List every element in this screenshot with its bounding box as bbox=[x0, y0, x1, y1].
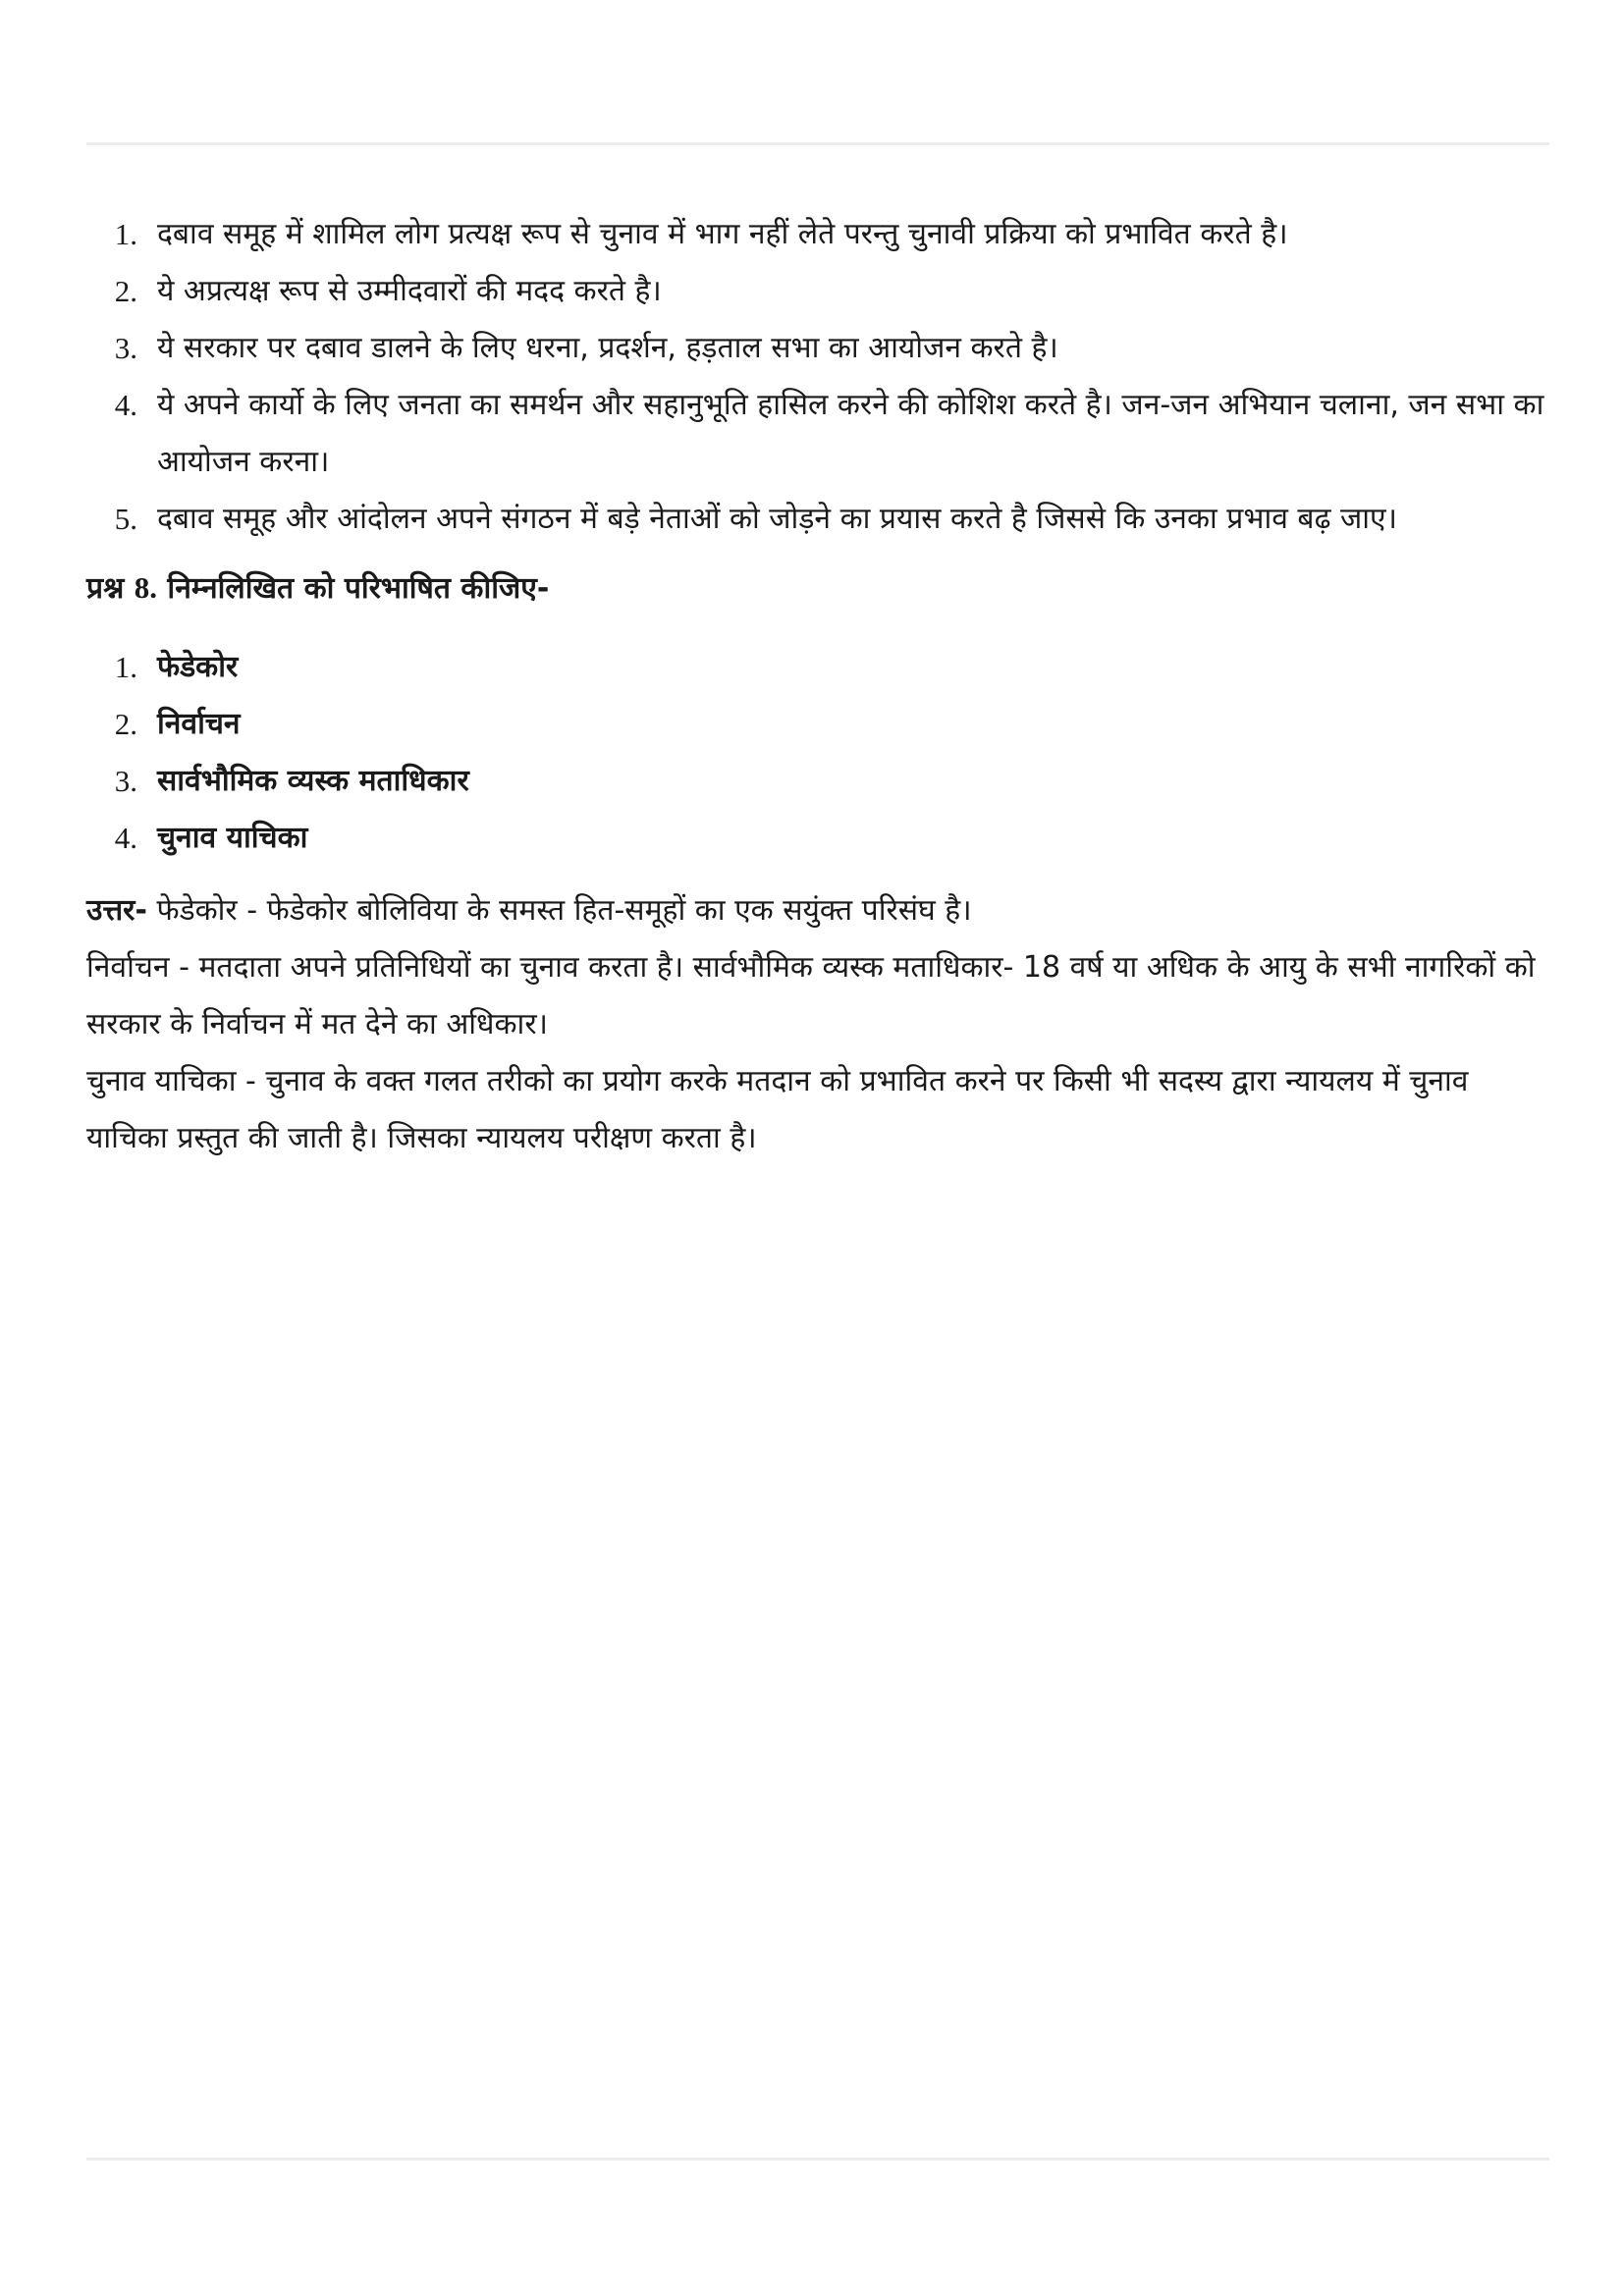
question-heading bbox=[86, 560, 1549, 617]
answer-line-1-text: फेडेकोर - फेडेकोर बोलिविया के समस्त हित-समूहों का एक सयुंक्त परिसंघ है। bbox=[146, 893, 972, 928]
list-item bbox=[86, 206, 1549, 263]
list-number: 1. bbox=[114, 217, 137, 251]
answer-paragraph-2: निर्वाचन - मतदाता अपने प्रतिनिधियों का चुनाव करता है। सार्वभौमिक व्यस्क मताधिकार- 18 वर्ष या अधिक के आयु के सभी नागरिकों को सरकार के निर्वाचन में मत देने का अधिकार। bbox=[86, 950, 1536, 1041]
list-number: 1. bbox=[114, 650, 137, 684]
list-item bbox=[86, 491, 1549, 548]
question-number: 8. bbox=[134, 570, 157, 605]
list-text: दबाव समूह और आंदोलन अपने संगठन में बड़े नेताओं को जोड़ने का प्रयास करते है जिससे कि उनका प्रभाव बढ़ जाए। bbox=[157, 502, 1397, 536]
question-prefix: प्रश्न bbox=[86, 571, 135, 606]
term-text: चुनाव याचिका bbox=[157, 821, 308, 855]
list-number: 2. bbox=[114, 707, 137, 741]
list-number: 3. bbox=[114, 764, 137, 798]
list-number: 5. bbox=[114, 502, 137, 536]
list-number: 3. bbox=[114, 331, 137, 365]
terms-list bbox=[86, 639, 1549, 867]
list-item bbox=[86, 263, 1549, 320]
list-text: दबाव समूह में शामिल लोग प्रत्यक्ष रूप से चुनाव में भाग नहीं लेते परन्तु चुनावी प्रक्रिया को प्रभावित करते है। bbox=[157, 217, 1288, 251]
bottom-divider bbox=[86, 2158, 1549, 2161]
list-item bbox=[86, 320, 1549, 377]
answer-points-list bbox=[86, 206, 1549, 548]
list-item bbox=[86, 639, 1549, 696]
list-text: ये अप्रत्यक्ष रूप से उम्मीदवारों की मदद करते है। bbox=[157, 274, 662, 308]
term-text: सार्वभौमिक व्यस्क मताधिकार bbox=[157, 764, 469, 798]
list-number: 4. bbox=[114, 821, 137, 855]
term-text: फेडेकोर bbox=[157, 650, 239, 684]
list-item bbox=[86, 810, 1549, 867]
top-divider bbox=[86, 142, 1549, 145]
answer-line-1 bbox=[86, 882, 1549, 939]
term-text: निर्वाचन bbox=[157, 707, 241, 741]
list-text: ये अपने कार्यो के लिए जनता का समर्थन और सहानुभूति हासिल करने की कोशिश करते है। जन-जन अभियान चलाना, जन सभा का आयोजन करना। bbox=[157, 388, 1544, 479]
list-number: 2. bbox=[114, 274, 137, 308]
answer-section bbox=[86, 882, 1549, 1167]
document-body bbox=[86, 206, 1549, 1167]
answer-label: उत्तर- bbox=[86, 893, 147, 928]
list-item bbox=[86, 377, 1549, 491]
question-text: निम्नलिखित को परिभाषित कीजिए- bbox=[156, 571, 550, 606]
list-text: ये सरकार पर दबाव डालने के लिए धरना, प्रदर्शन, हड़ताल सभा का आयोजन करते है। bbox=[157, 331, 1058, 365]
answer-paragraph-3: चुनाव याचिका - चुनाव के वक्त गलत तरीको का प्रयोग करके मतदान को प्रभावित करने पर किसी भी सदस्य द्वारा न्यायलय में चुनाव याचिका प्रस्तुत की जाती है। जिसका न्यायलय परीक्षण करता है। bbox=[86, 1064, 1469, 1155]
list-item bbox=[86, 696, 1549, 753]
list-item bbox=[86, 753, 1549, 810]
list-number: 4. bbox=[114, 388, 137, 422]
